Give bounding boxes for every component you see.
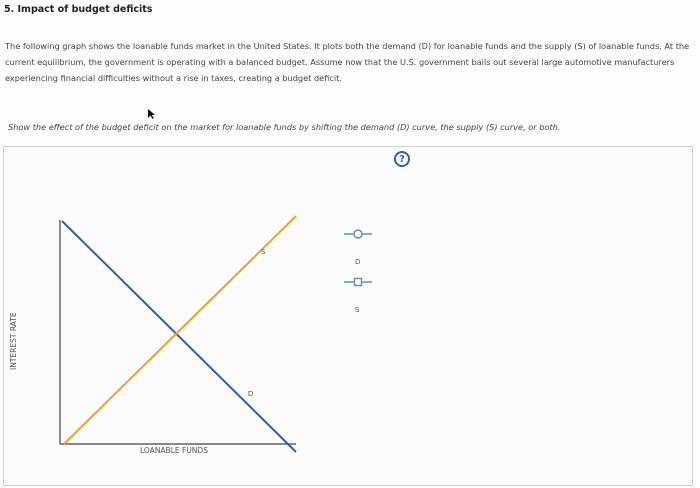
supply-tool-label: S	[355, 306, 360, 314]
demand-tool-label: D	[355, 258, 361, 266]
question-paragraph: The following graph shows the loanable funds market in the United States. It plots both the demand (D) for loanable funds and the supply (S) of loanable funds. At the current equilibrium, the government is operating with a balanced budget. Assume now that the U.S. government bails out several large automotive manufacturers experiencing financial difficulties without a rise in taxes, creating a budget deficit.	[5, 41, 690, 83]
circle-marker-icon	[354, 230, 362, 238]
question-heading: 5. Impact of budget deficits	[4, 4, 153, 15]
demand-curve-label: D	[248, 390, 254, 398]
y-axis-label: INTEREST RATE	[9, 312, 18, 370]
supply-curve-tool[interactable]	[344, 279, 372, 286]
x-axis-label: LOANABLE FUNDS	[140, 446, 208, 455]
instruction-text: Show the effect of the budget deficit on the market for loanable funds by shifting the demand (D) curve, the supply (S) curve, or both.	[8, 122, 561, 132]
supply-curve-label: S	[261, 248, 266, 256]
square-marker-icon	[355, 279, 362, 286]
demand-curve-tool[interactable]	[344, 230, 372, 238]
help-button[interactable]: ?	[394, 151, 410, 167]
